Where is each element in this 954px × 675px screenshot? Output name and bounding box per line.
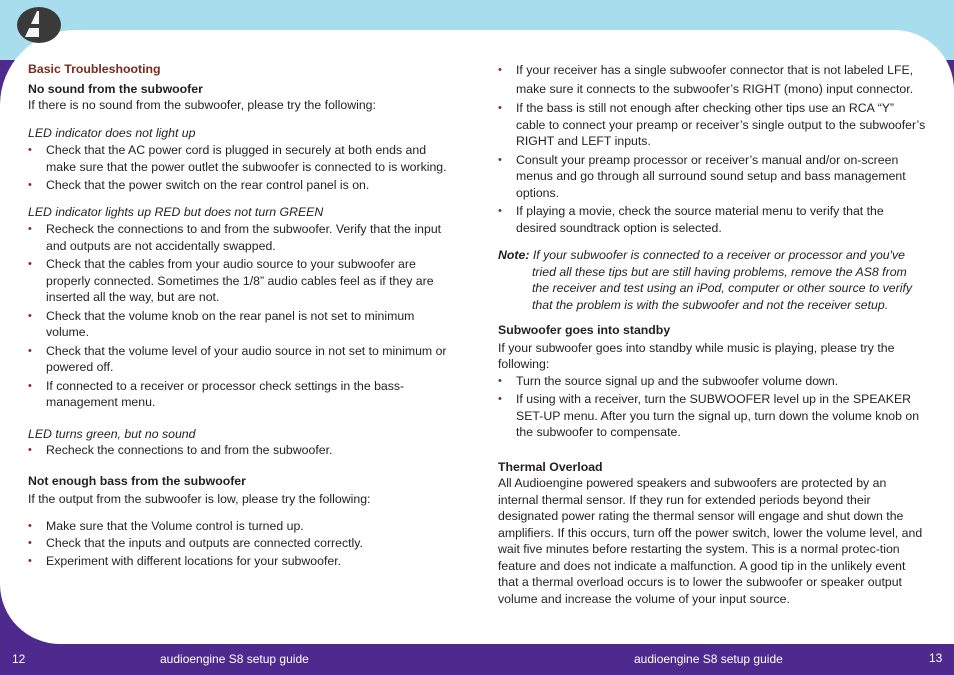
led-off-list [28,142,458,194]
list-item: • Check that the power switch on the rear control panel is on. [28,177,458,194]
list-item: • If playing a movie, check the source material menu to verify that the desired soundtrack option is selected. [498,203,926,236]
list-item: • Recheck the connections to and from the subwoofer. Verify that the input and outputs are not accidentally swapped. [28,221,458,254]
audioengine-logo-icon [15,5,63,45]
list-item: • If connected to a receiver or processor check settings in the bass-management menu. [28,378,458,411]
note [498,247,926,313]
list-item: • Recheck the connections to and from the subwoofer. [28,442,458,459]
page-number-left: 12 [12,652,26,666]
list-item: • If your receiver has a single subwoofer connector that is not labeled LFE, make sure it connects to the subwoofer’s RIGHT (mono) input connector. [498,61,926,98]
not-enough-bass-heading: Not enough bass from the subwoofer [28,473,246,488]
led-green-label: LED turns green, but no sound [28,426,196,441]
led-red-list [28,221,458,411]
left-column [28,61,458,569]
list-item: • Check that the cables from your audio source to your subwoofer are properly connected. Sometimes the 1/8” audio cables feel as if they are inserted all the way, but are not. [28,256,458,306]
standby-heading: Subwoofer goes into standby [498,323,671,337]
led-green-list [28,442,458,459]
bass-list-left [28,518,458,570]
note-label: Note: [498,248,530,262]
list-item: • Make sure that the Volume control is turned up. [28,518,458,535]
list-item: • Check that the volume level of your audio source in not set to minimum or powered off. [28,343,458,376]
footer-title-right: audioengine S8 setup guide [634,652,783,666]
list-item: • Check that the inputs and outputs are connected correctly. [28,535,458,552]
section-title: Basic Troubleshooting [28,62,161,76]
list-item: • If using with a receiver, turn the SUBWOOFER level up in the SPEAKER SET-UP menu. After you turn the signal up, turn down the volume knob on the subwoofer to compensate. [498,391,926,441]
list-item: • Check that the volume knob on the rear panel is not set to minimum volume. [28,308,458,341]
led-off-label: LED indicator does not light up [28,125,196,140]
page-number-right: 13 [929,651,943,665]
right-column [498,61,926,607]
thermal-body: All Audioengine powered speakers and subwoofers are protected by an internal thermal sensor. If they run for extended periods beyond their designated power rating the thermal sensor will engage and shut down the amplifiers. If this occurs, turn off the power switch, lower the volume level, and wait five minutes before restarting the system. This is a normal protec-tion feature and does not indicate a malfunction. A good tip in the unlikely event that a thermal overload occurs is to lower the subwoofer or speaker output volume and increase the volume of your input source. [498,476,923,606]
no-sound-heading: No sound from the subwoofer [28,81,203,96]
led-red-label: LED indicator lights up RED but does not turn GREEN [28,204,324,219]
list-item: • Consult your preamp processor or receiver’s manual and/or on-screen menus and go through all surround sound setup and bass management options. [498,152,926,202]
note-text: If your subwoofer is connected to a receiver or processor and you've tried all these tips but are still having problems, remove the AS8 from the receiver and test using an iPod, computer or other source to verify that the problem is with the subwoofer and not the receiver setup. [532,248,913,312]
not-enough-bass-intro: If the output from the subwoofer is low, please try the following: [28,492,371,506]
standby-intro: If your subwoofer goes into standby while music is playing, please try the following: [498,340,895,371]
standby-list [498,373,926,441]
list-item: • Experiment with different locations for your subwoofer. [28,553,458,570]
thermal-heading: Thermal Overload [498,459,603,474]
list-item: • Turn the source signal up and the subwoofer volume down. [498,373,926,390]
footer [0,644,954,675]
bass-list-right [498,61,926,236]
list-item: • Check that the AC power cord is plugged in securely at both ends and make sure that the power outlet the subwoofer is connected to is working. [28,142,458,175]
footer-title-left: audioengine S8 setup guide [160,652,309,666]
no-sound-intro: If there is no sound from the subwoofer, please try the following: [28,98,376,112]
list-item: • If the bass is still not enough after checking other tips use an RCA “Y” cable to connect your preamp or receiver’s single output to the subwoofer’s RIGHT and LEFT inputs. [498,100,926,150]
